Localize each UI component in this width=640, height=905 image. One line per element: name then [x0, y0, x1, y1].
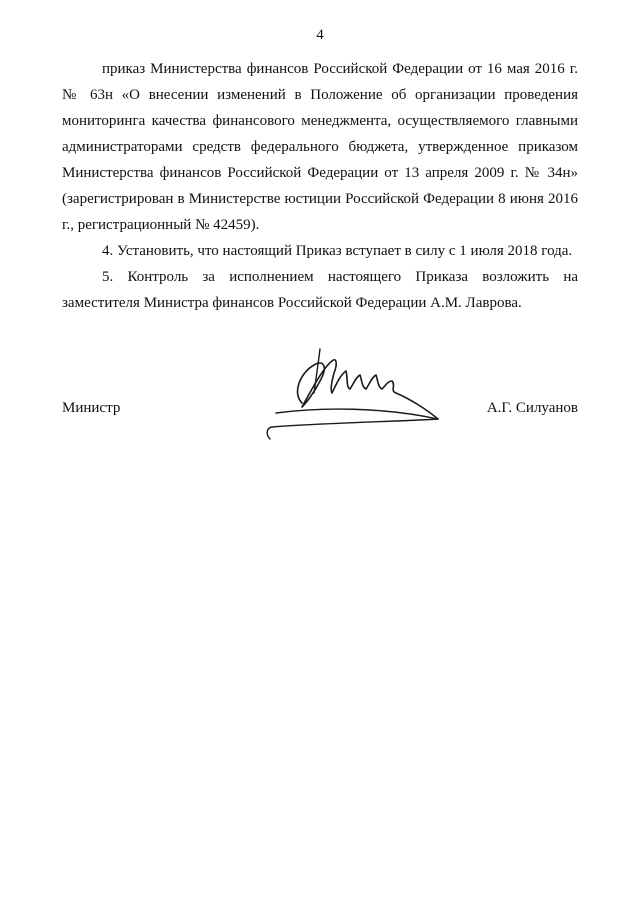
signatory-name: А.Г. Силуанов — [486, 400, 578, 416]
handwritten-signature — [262, 345, 442, 445]
signatory-title: Министр — [62, 400, 121, 416]
page-number: 4 — [316, 27, 324, 43]
document-body — [62, 56, 578, 316]
paragraph-control: 5. Контроль за исполнением настоящего Приказа возложить на заместителя Министра финансов Российской Федерации А.М. Лаврова. — [62, 269, 578, 311]
signature-block — [62, 398, 578, 422]
paragraph-order-reference: приказ Министерства финансов Российской Федерации от 16 мая 2016 г. № 63н «О внесении изменений в Положение об организации проведения мониторинга качества финансового менеджмента, осуществляемого главными администраторами средств федерального бюджета, утвержденное приказом Министерства финансов Российской Федерации от 13 апреля 2009 г. № 34н» (зарегистрирован в Министерстве юстиции Российской Федерации 8 июня 2016 г., регистрационный № 42459). — [62, 61, 578, 233]
paragraph-effective-date: 4. Установить, что настоящий Приказ вступает в силу с 1 июля 2018 года. — [102, 243, 573, 259]
